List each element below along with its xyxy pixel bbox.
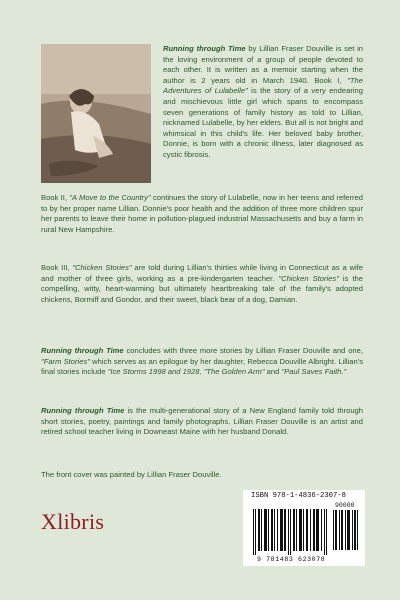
barcode-addon-bars	[333, 510, 359, 550]
book-title: Running through Time	[41, 346, 124, 355]
isbn-label: ISBN 978-1-4836-2307-8	[251, 492, 346, 500]
paul-saves-faith-title: "Paul Saves Faith."	[281, 367, 347, 377]
paragraph-text: Book III,	[41, 263, 73, 272]
book-title: Running through Time	[41, 406, 125, 415]
cover-credit: The front cover was painted by Lillian Fraser Douville.	[41, 470, 222, 479]
paragraph-text: by Lillian Fraser Douville is set in the loving environment of a group of people devoted to each other. It is written as a memoir starting when the author is 2 years old in March 1940. Book I,	[163, 44, 363, 85]
book-three-title-repeat: "Chicken Stories"	[278, 273, 339, 283]
paragraph-intro	[163, 44, 363, 161]
price-code: 90000	[335, 502, 355, 509]
author-photo	[41, 44, 151, 183]
book-title: Running through Time	[163, 44, 246, 53]
paragraph-text: is the story of a very endearing and mischievous little girl which spans to encompass seven generations of family history as told to Lillian, nicknamed Lulabelle, by her elders. But all is not bright and whimsical in this child's life. Her beloved baby brother, Donnie, is born with a chronic illness, later diagnosed as cystic fibrosis.	[163, 86, 363, 159]
paragraph-book-three	[41, 263, 363, 305]
author-photo-image	[41, 44, 151, 183]
final-stories-titles: "Ice Storms 1998 and 1928, "The Golden Arm"	[107, 367, 265, 377]
paragraph-summary	[41, 406, 363, 438]
paragraph-conclusion	[41, 346, 363, 378]
ean-digits: 9 781483 623078	[257, 556, 326, 563]
book-three-title: "Chicken Stories"	[72, 263, 132, 272]
paragraph-text: and	[264, 367, 282, 377]
paragraph-book-two	[41, 193, 363, 235]
barcode-ean-bars	[253, 509, 329, 555]
paragraph-text: is the multi-generational story of a New England family told through short stories, poetry, paintings and family photographs. Lillian Fraser Douville is an artist and retired school teacher living in Downeast Maine with her husband Donald.	[41, 406, 363, 437]
publisher-logo: Xlibris	[41, 509, 105, 534]
paragraph-text: are told during Lillian's thirties while living in Connecticut as a wife and mother of three girls, working as a pre-kindergarten teacher.	[41, 263, 363, 283]
barcode-area	[243, 490, 365, 566]
book-one-title: "The Adventures of Lulabelle"	[163, 75, 363, 96]
paragraph-text: which serves as an epilogue by her daughter, Rebecca Douville Albright. Lillian's final stories include	[41, 356, 363, 377]
paragraph-text: concludes with three more stories by Lillian Fraser Douville and one,	[123, 346, 363, 355]
paragraph-text: continues the story of Lulabelle, now in her teens and referred to by her proper name Lillian. Donnie's poor health and the addition of three more children spur her parents to leave their home in pollution-plagued industrial Massachusetts and buy a farm in rural New Hampshire.	[41, 193, 364, 234]
paragraph-text: Book II,	[41, 193, 70, 202]
paragraph-text: is the compelling, witty, heart-warming but ultimately heartbreaking tale of the family's adopted chickens, Bormiff and Gondor, and their sweet, black bear of a dog, Damian.	[41, 273, 364, 304]
book-two-title: "A Move to the Country"	[69, 193, 151, 202]
farm-stories-title: "Farm Stories"	[41, 356, 90, 366]
